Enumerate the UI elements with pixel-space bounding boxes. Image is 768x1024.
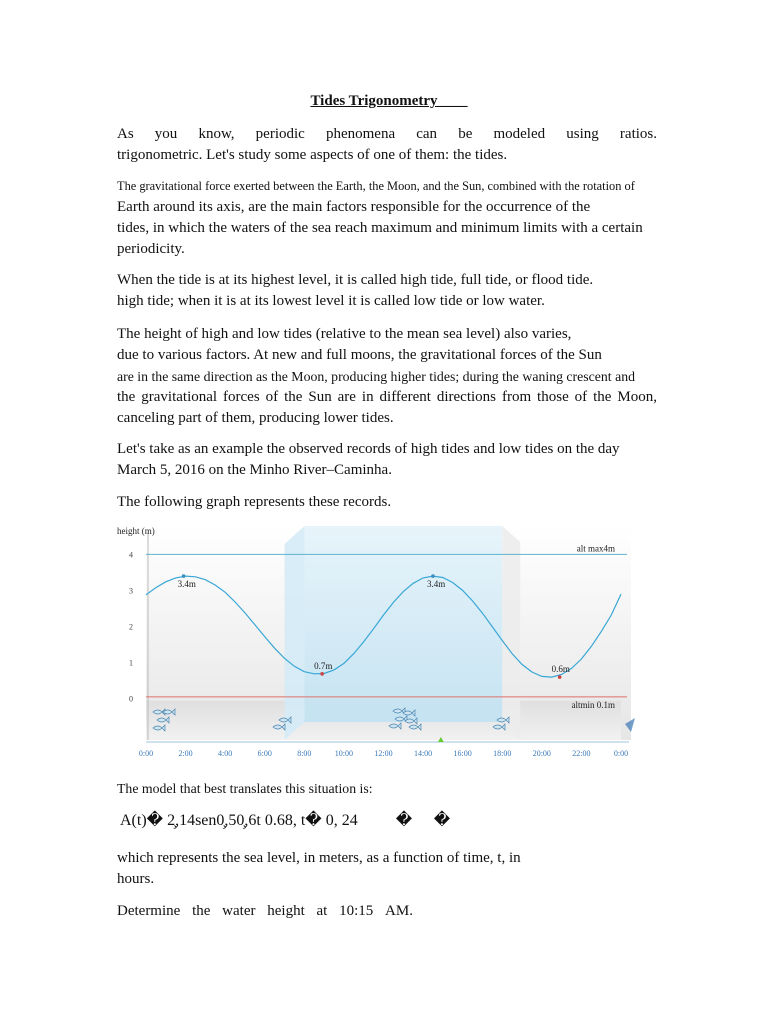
- low-tide-marker: [558, 675, 562, 679]
- text-line: When the tide is at its highest level, it is called high tide, full tide, or flood tide.: [117, 272, 594, 288]
- y-axis-label: height (m): [117, 526, 155, 536]
- paragraph-determine: [117, 901, 413, 922]
- tide-value-label: 0.6m: [551, 664, 570, 675]
- paragraph-intro: [117, 124, 657, 166]
- page-title: [0, 93, 768, 110]
- x-tick-label: 14:00: [413, 749, 433, 758]
- tide-value-label: 3.4m: [177, 579, 196, 590]
- paragraph-graph-intro: [117, 492, 657, 513]
- text-line: high tide; when it is at its lowest level it is called low tide or low water.: [117, 293, 545, 309]
- text-word: 10:15: [339, 903, 374, 919]
- band-right-side: [502, 526, 520, 740]
- x-tick-label: 0:00: [613, 749, 629, 758]
- text-line: periodicity.: [117, 241, 185, 257]
- x-tick-label: 2:00: [178, 749, 193, 758]
- text-line: which represents the sea level, in meters, as a function of time, t, in: [117, 850, 521, 866]
- y-tick-label: 2: [129, 622, 133, 632]
- text-word: the: [192, 903, 211, 919]
- x-tick-label: 0:00: [138, 749, 154, 758]
- x-tick-label: 16:00: [453, 749, 472, 758]
- y-tick-label: 4: [129, 550, 133, 560]
- text-line: trigonometric. Let's study some aspects of one of them: the tides.: [117, 147, 508, 163]
- text-line: The following graph represents these records.: [117, 494, 392, 510]
- formula-text: A(t)� 2̧,14sen0̧,50̧,6t 0.68, t� 0, 24: [120, 812, 358, 829]
- paragraph-high-low: [117, 270, 657, 312]
- paragraph-height-varies: [117, 324, 657, 429]
- x-tick-label: 20:00: [532, 749, 551, 758]
- model-formula: [120, 810, 451, 830]
- x-tick-label: 6:00: [257, 749, 272, 758]
- y-tick-label: 0: [129, 694, 133, 704]
- text-line: As you know, periodic phenomena can be modeled using ratios.: [117, 126, 657, 142]
- formula-symbol: �: [395, 812, 413, 829]
- paragraph-gravity: [117, 176, 677, 260]
- x-tick-label: 12:00: [374, 749, 393, 758]
- paragraph-model-intro: [117, 778, 657, 799]
- text-word: water: [222, 903, 256, 919]
- x-tick-label: 18:00: [493, 749, 512, 758]
- x-tick-label: 4:00: [218, 749, 233, 758]
- high-tide-marker: [431, 574, 435, 578]
- tide-chart: [113, 520, 643, 760]
- text-line: The gravitational force exerted between the Earth, the Moon, and the Sun, combined with the rotation of: [117, 179, 635, 193]
- text-line: Let's take as an example the observed records of high tides and low tides on the day: [117, 441, 620, 457]
- title-text: Tides Trigonometry: [310, 93, 438, 109]
- y-tick-label: 1: [129, 658, 133, 668]
- text-line: tides, in which the waters of the sea reach maximum and minimum limits with a certain: [117, 220, 643, 236]
- tide-chart-svg: [113, 520, 643, 760]
- paragraph-example: [117, 439, 657, 481]
- text-word: AM.: [385, 903, 413, 919]
- highlight-band-side: [285, 526, 305, 740]
- highlight-band: [305, 526, 503, 722]
- text-word: Determine: [117, 903, 181, 919]
- text-line: hours.: [117, 871, 155, 887]
- x-tick-label: 10:00: [334, 749, 354, 758]
- text-word: at: [316, 903, 328, 919]
- tide-value-label: 0.7m: [314, 660, 333, 671]
- text-line: March 5, 2016 on the Minho River–Caminha.: [117, 462, 392, 478]
- text-line: are in the same direction as the Moon, producing higher tides; during the waning crescent and: [117, 369, 635, 384]
- paragraph-represents: [117, 848, 547, 890]
- reference-line-label: altmin 0.1m: [571, 699, 615, 710]
- text-line: The model that best translates this situation is:: [117, 781, 373, 796]
- text-line: canceling part of them, producing lower tides.: [117, 410, 394, 426]
- text-line: The height of high and low tides (relative to the mean sea level) also varies,: [117, 326, 572, 342]
- high-tide-marker: [182, 574, 186, 578]
- x-tick-label: 22:00: [572, 749, 591, 758]
- tide-value-label: 3.4m: [426, 579, 446, 590]
- text-line: Earth around its axis, are the main factors responsible for the occurrence of the: [117, 199, 591, 215]
- x-tick-label: 8:00: [297, 749, 312, 758]
- text-line: the gravitational forces of the Sun are in different directions from those of the Moon,: [117, 389, 657, 405]
- y-tick-label: 3: [129, 586, 133, 596]
- formula-symbol: �: [433, 812, 451, 829]
- text-word: height: [267, 903, 305, 919]
- reference-line-label: alt max4m: [576, 543, 615, 554]
- text-line: due to various factors. At new and full moons, the gravitational forces of the Sun: [117, 347, 602, 363]
- title-underline: ____: [437, 93, 468, 109]
- low-tide-marker: [320, 672, 324, 676]
